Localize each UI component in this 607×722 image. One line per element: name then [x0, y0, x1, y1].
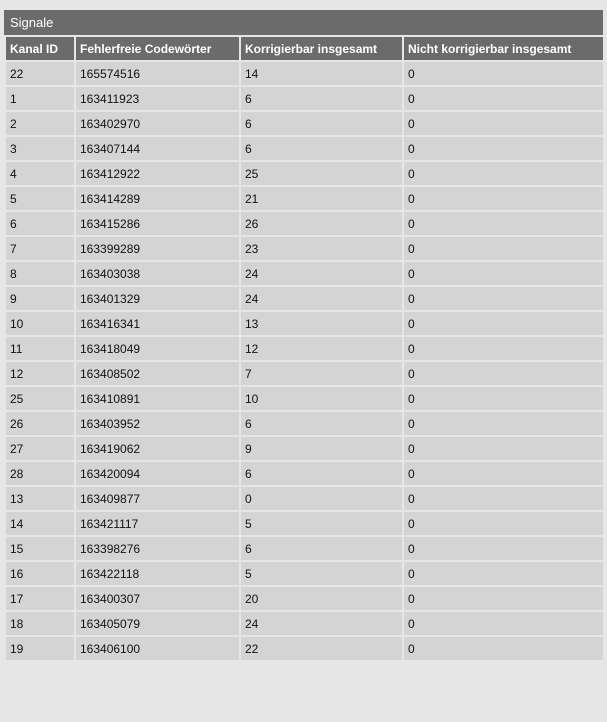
cell-uncorrectable-total: 0: [403, 111, 604, 136]
cell-error-free-codewords: 163399289: [75, 236, 240, 261]
cell-correctable-total: 6: [240, 111, 403, 136]
signals-panel: [4, 10, 603, 662]
cell-error-free-codewords: 163403952: [75, 411, 240, 436]
cell-channel-id: 15: [5, 536, 75, 561]
table-row: [5, 536, 604, 561]
cell-uncorrectable-total: 0: [403, 386, 604, 411]
cell-correctable-total: 24: [240, 611, 403, 636]
cell-error-free-codewords: 165574516: [75, 61, 240, 86]
table-row: [5, 261, 604, 286]
table-row: [5, 336, 604, 361]
cell-channel-id: 1: [5, 86, 75, 111]
table-header-row: [5, 37, 604, 61]
table-row: [5, 136, 604, 161]
cell-uncorrectable-total: 0: [403, 636, 604, 661]
cell-channel-id: 13: [5, 486, 75, 511]
cell-uncorrectable-total: 0: [403, 311, 604, 336]
cell-error-free-codewords: 163419062: [75, 436, 240, 461]
cell-correctable-total: 23: [240, 236, 403, 261]
cell-channel-id: 16: [5, 561, 75, 586]
cell-uncorrectable-total: 0: [403, 461, 604, 486]
cell-channel-id: 12: [5, 361, 75, 386]
cell-error-free-codewords: 163411923: [75, 86, 240, 111]
cell-error-free-codewords: 163406100: [75, 636, 240, 661]
cell-correctable-total: 6: [240, 136, 403, 161]
cell-channel-id: 6: [5, 211, 75, 236]
table-body: [5, 61, 604, 661]
table-row: [5, 286, 604, 311]
cell-correctable-total: 7: [240, 361, 403, 386]
cell-channel-id: 17: [5, 586, 75, 611]
cell-correctable-total: 26: [240, 211, 403, 236]
cell-uncorrectable-total: 0: [403, 361, 604, 386]
cell-uncorrectable-total: 0: [403, 211, 604, 236]
table-row: [5, 161, 604, 186]
cell-uncorrectable-total: 0: [403, 561, 604, 586]
cell-channel-id: 5: [5, 186, 75, 211]
table-row: [5, 636, 604, 661]
cell-channel-id: 4: [5, 161, 75, 186]
cell-correctable-total: 24: [240, 261, 403, 286]
cell-correctable-total: 22: [240, 636, 403, 661]
cell-error-free-codewords: 163405079: [75, 611, 240, 636]
table-row: [5, 586, 604, 611]
cell-error-free-codewords: 163421117: [75, 511, 240, 536]
cell-channel-id: 26: [5, 411, 75, 436]
table-row: [5, 61, 604, 86]
cell-uncorrectable-total: 0: [403, 511, 604, 536]
header-error-free-codewords: Fehlerfreie Codewörter: [75, 37, 240, 61]
cell-error-free-codewords: 163403038: [75, 261, 240, 286]
cell-channel-id: 22: [5, 61, 75, 86]
cell-correctable-total: 6: [240, 461, 403, 486]
cell-channel-id: 25: [5, 386, 75, 411]
cell-error-free-codewords: 163414289: [75, 186, 240, 211]
cell-error-free-codewords: 163409877: [75, 486, 240, 511]
table-row: [5, 611, 604, 636]
cell-error-free-codewords: 163407144: [75, 136, 240, 161]
header-uncorrectable-total: Nicht korrigierbar insgesamt: [403, 37, 604, 61]
table-row: [5, 311, 604, 336]
cell-uncorrectable-total: 0: [403, 411, 604, 436]
cell-error-free-codewords: 163416341: [75, 311, 240, 336]
cell-uncorrectable-total: 0: [403, 161, 604, 186]
cell-channel-id: 8: [5, 261, 75, 286]
cell-uncorrectable-total: 0: [403, 536, 604, 561]
cell-correctable-total: 9: [240, 436, 403, 461]
signals-table: [4, 37, 605, 662]
cell-correctable-total: 14: [240, 61, 403, 86]
cell-uncorrectable-total: 0: [403, 61, 604, 86]
cell-channel-id: 9: [5, 286, 75, 311]
table-row: [5, 86, 604, 111]
cell-error-free-codewords: 163400307: [75, 586, 240, 611]
table-row: [5, 361, 604, 386]
cell-correctable-total: 6: [240, 411, 403, 436]
table-row: [5, 486, 604, 511]
cell-error-free-codewords: 163410891: [75, 386, 240, 411]
cell-channel-id: 18: [5, 611, 75, 636]
table-row: [5, 511, 604, 536]
cell-correctable-total: 13: [240, 311, 403, 336]
table-row: [5, 186, 604, 211]
panel-title: Signale: [4, 10, 603, 37]
cell-correctable-total: 25: [240, 161, 403, 186]
cell-correctable-total: 10: [240, 386, 403, 411]
cell-error-free-codewords: 163418049: [75, 336, 240, 361]
cell-channel-id: 14: [5, 511, 75, 536]
cell-uncorrectable-total: 0: [403, 436, 604, 461]
cell-error-free-codewords: 163398276: [75, 536, 240, 561]
cell-correctable-total: 0: [240, 486, 403, 511]
cell-error-free-codewords: 163412922: [75, 161, 240, 186]
cell-uncorrectable-total: 0: [403, 261, 604, 286]
table-row: [5, 411, 604, 436]
cell-channel-id: 28: [5, 461, 75, 486]
cell-channel-id: 19: [5, 636, 75, 661]
header-correctable-total: Korrigierbar insgesamt: [240, 37, 403, 61]
cell-uncorrectable-total: 0: [403, 186, 604, 211]
cell-uncorrectable-total: 0: [403, 336, 604, 361]
table-row: [5, 561, 604, 586]
cell-correctable-total: 5: [240, 511, 403, 536]
cell-correctable-total: 20: [240, 586, 403, 611]
table-row: [5, 461, 604, 486]
cell-uncorrectable-total: 0: [403, 236, 604, 261]
cell-correctable-total: 6: [240, 536, 403, 561]
cell-uncorrectable-total: 0: [403, 136, 604, 161]
cell-error-free-codewords: 163401329: [75, 286, 240, 311]
cell-error-free-codewords: 163422118: [75, 561, 240, 586]
cell-correctable-total: 21: [240, 186, 403, 211]
cell-correctable-total: 12: [240, 336, 403, 361]
cell-channel-id: 3: [5, 136, 75, 161]
cell-uncorrectable-total: 0: [403, 86, 604, 111]
header-channel-id: Kanal ID: [5, 37, 75, 61]
table-row: [5, 386, 604, 411]
cell-uncorrectable-total: 0: [403, 586, 604, 611]
cell-correctable-total: 24: [240, 286, 403, 311]
cell-error-free-codewords: 163420094: [75, 461, 240, 486]
cell-channel-id: 10: [5, 311, 75, 336]
table-row: [5, 211, 604, 236]
cell-error-free-codewords: 163402970: [75, 111, 240, 136]
table-row: [5, 236, 604, 261]
cell-uncorrectable-total: 0: [403, 611, 604, 636]
cell-channel-id: 2: [5, 111, 75, 136]
cell-error-free-codewords: 163408502: [75, 361, 240, 386]
cell-uncorrectable-total: 0: [403, 286, 604, 311]
cell-channel-id: 27: [5, 436, 75, 461]
table-row: [5, 111, 604, 136]
cell-channel-id: 7: [5, 236, 75, 261]
cell-error-free-codewords: 163415286: [75, 211, 240, 236]
cell-correctable-total: 5: [240, 561, 403, 586]
cell-channel-id: 11: [5, 336, 75, 361]
table-row: [5, 436, 604, 461]
cell-correctable-total: 6: [240, 86, 403, 111]
cell-uncorrectable-total: 0: [403, 486, 604, 511]
